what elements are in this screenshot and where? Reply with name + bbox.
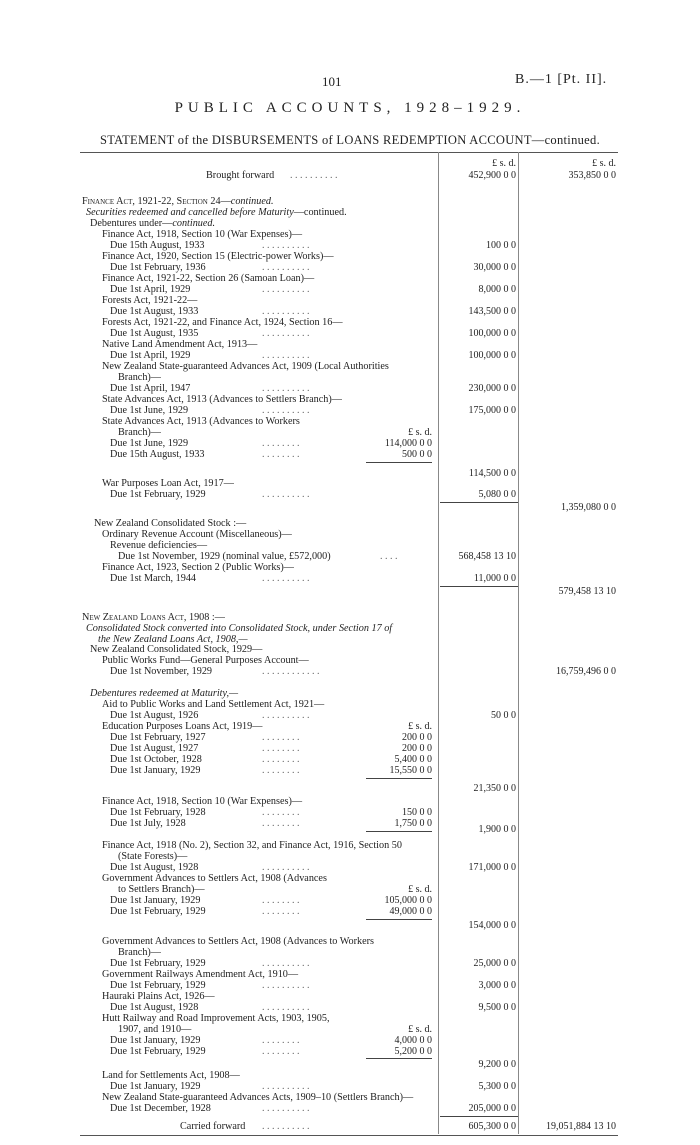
line-item: Hauraki Plains Act, 1926— [102,991,215,1003]
line-item: Public Works Fund—General Purposes Account— [102,655,309,667]
line-item: Due 1st April, 1929 [110,349,191,361]
line-item: Forests Act, 1921-22— [102,294,198,306]
leader-dots: . . . . . . . . . . [262,1002,310,1014]
line-item: Finance Act, 1921-22, Section 26 (Samoan Loan)— [102,272,315,284]
amount: 21,350 0 0 [473,783,516,795]
section-note: Securities redeemed and cancelled before Maturity—continued. [86,206,347,218]
amount: 5,300 0 0 [478,1081,516,1093]
line-item: Branch)— [118,947,161,959]
leader-dots: . . . . . . . . . . [262,404,310,416]
line-item: Native Land Amendment Act, 1913— [102,338,258,350]
amount: 568,458 13 10 [458,550,516,562]
line-item: Due 1st December, 1928 [110,1103,211,1115]
sub-amount: 150 0 0 [402,807,432,819]
line-item: New Zealand Consolidated Stock :— [94,517,247,529]
amount: 171,000 0 0 [468,862,516,874]
page-title: PUBLIC ACCOUNTS, 1928–1929. [174,100,526,116]
amount: 1,900 0 0 [478,824,516,836]
leader-dots: . . . . . . . . . . [262,327,310,339]
leader-dots: . . . . . . . . [262,1035,300,1047]
leader-dots: . . . . . . . . . . [262,239,310,251]
leader-dots: . . . . . . . . . . [262,958,310,970]
subtotal-rule [366,462,432,463]
leader-dots: . . . . [380,550,398,562]
sub-amount: 15,550 0 0 [389,765,432,777]
sub-amount: 4,000 0 0 [394,1035,432,1047]
line-item: New Zealand State-guaranteed Advances Acts, 1909–10 (Settlers Branch)— [102,1092,414,1104]
amount: 175,000 0 0 [468,404,516,416]
line-item: State Advances Act, 1913 (Advances to Workers [102,415,300,427]
leader-dots: . . . . . . . . . . [262,488,310,500]
sub-amount: 114,000 0 0 [384,437,432,449]
line-item: Due 1st January, 1929 [110,1035,201,1047]
line-item: Branch)— [118,371,161,383]
line-item: Due 1st March, 1944 [110,572,197,584]
sub-currency-header: £ s. d. [408,1024,432,1036]
amount: 3,000 0 0 [478,980,516,992]
line-item: Due 1st February, 1929 [110,980,206,992]
subheading: Debentures under—continued. [90,217,216,229]
line-item: Government Railways Amendment Act, 1910— [102,969,299,981]
page-number: 101 [322,74,342,89]
sub-currency-header: £ s. d. [408,721,432,733]
amount: 230,000 0 0 [468,382,516,394]
line-item: Revenue deficiencies— [110,539,208,551]
sub-amount: 200 0 0 [402,732,432,744]
amount: 205,000 0 0 [468,1103,516,1115]
leader-dots: . . . . . . . . [262,1046,300,1058]
line-item: Due 15th August, 1933 [110,239,205,251]
amount: 5,080 0 0 [478,488,516,500]
line-item: Due 1st April, 1947 [110,382,191,394]
line-item: Ordinary Revenue Account (Miscellaneous)— [102,528,292,540]
statement-subtitle: STATEMENT of the DISBURSEMENTS of LOANS REDEMPTION ACCOUNT—continued. [99,133,601,147]
brought-forward-label: Brought forward [206,169,275,181]
subtotal-rule [440,586,518,587]
amount: 114,500 0 0 [468,467,516,479]
line-item: Due 1st February, 1929 [110,958,206,970]
line-item: Due 1st November, 1929 [110,666,213,678]
line-item: War Purposes Loan Act, 1917— [102,477,234,489]
subtotal-rule [366,1058,432,1059]
amount: 100 0 0 [486,239,516,251]
leader-dots: . . . . . . . . . . [262,1103,310,1115]
line-item: Due 1st August, 1928 [110,1002,199,1014]
carried-forward-col2: 19,051,884 13 10 [546,1121,616,1132]
leader-dots: . . . . . . . . . . [262,1121,310,1132]
carried-forward-label: Carried forward [180,1121,246,1132]
leader-dots: . . . . . . . . [262,448,300,460]
leader-dots: . . . . . . . . [262,743,300,755]
leader-dots: . . . . . . . . . . [262,382,310,394]
leader-dots: . . . . . . . . . . [262,1081,310,1093]
amount: 11,000 0 0 [473,572,516,584]
line-item: Due 1st August, 1927 [110,743,199,755]
amount: 8,000 0 0 [478,283,516,295]
line-item: Due 1st January, 1929 [110,1081,201,1093]
line-item: Due 1st August, 1933 [110,305,199,317]
leader-dots: . . . . . . . . [262,732,300,744]
leader-dots: . . . . . . . . [262,818,300,830]
sub-amount: 5,200 0 0 [394,1046,432,1058]
sub-amount: 5,400 0 0 [394,754,432,766]
line-item: Aid to Public Works and Land Settlement Act, 1921— [102,699,325,711]
line-item: Land for Settlements Act, 1908— [102,1070,240,1082]
leader-dots: . . . . . . . . . . [262,862,310,874]
sub-amount: 49,000 0 0 [389,906,432,918]
line-item: Due 1st July, 1928 [110,818,186,830]
line-item: Finance Act, 1918, Section 10 (War Expenses)— [102,796,303,808]
leader-dots: . . . . . . . . [262,906,300,918]
subtotal-rule [440,1116,518,1117]
section-note: Debentures redeemed at Maturity,— [90,688,239,700]
amount: 9,500 0 0 [478,1002,516,1014]
line-item: Due 1st June, 1929 [110,404,189,416]
sub-currency-header: £ s. d. [408,426,432,438]
line-item: Due 1st February, 1929 [110,906,206,918]
column-divider [438,152,439,1134]
line-item: 1907, and 1910— [118,1024,192,1036]
subtotal-rule [440,502,518,503]
column-divider [518,152,519,1134]
sub-currency-header: £ s. d. [408,884,432,896]
leader-dots: . . . . . . . . [262,765,300,777]
amount: 100,000 0 0 [468,327,516,339]
sub-amount: 200 0 0 [402,743,432,755]
section-heading: New Zealand Loans Act, 1908 :— [82,611,225,623]
line-item: Due 1st February, 1927 [110,732,206,744]
line-item: Due 1st February, 1936 [110,261,206,273]
leader-dots: . . . . . . . . . . [262,261,310,273]
sub-amount: 1,750 0 0 [394,818,432,830]
line-item: Due 1st August, 1928 [110,862,199,874]
line-item: Due 1st October, 1928 [110,754,202,766]
subtotal-rule [366,831,432,832]
leader-dots: . . . . . . . . . . [262,305,310,317]
section-note: Consolidated Stock converted into Consolidated Stock, under Section 17 of [86,622,393,634]
line-item: Due 1st February, 1929 [110,1046,206,1058]
amount: 50 0 0 [491,710,516,722]
leader-dots: . . . . . . . . . . [262,349,310,361]
section-total: 16,759,496 0 0 [556,666,616,678]
sub-amount: 105,000 0 0 [384,895,432,907]
line-item: New Zealand Consolidated Stock, 1929— [90,644,263,656]
line-item: Due 1st January, 1929 [110,765,201,777]
leader-dots: . . . . . . . . . . [290,169,338,181]
line-item: Finance Act, 1918, Section 10 (War Expenses)— [102,228,303,240]
leader-dots: . . . . . . . . [262,754,300,766]
carried-forward-col1: 605,300 0 0 [468,1121,516,1132]
col2-currency-header: £ s. d. [592,157,616,169]
line-item: to Settlers Branch)— [118,884,205,896]
leader-dots: . . . . . . . . . . [262,283,310,295]
line-item: Due 1st April, 1929 [110,283,191,295]
col1-currency-header: £ s. d. [492,157,516,169]
line-item: Forests Act, 1921-22, and Finance Act, 1924, Section 16— [102,316,343,328]
document-reference: B.—1 [Pt. II]. [515,72,608,87]
leader-dots: . . . . . . . . . . [262,980,310,992]
line-item: Due 1st August, 1935 [110,327,199,339]
line-item: Finance Act, 1918 (No. 2), Section 32, and Finance Act, 1916, Section 50 [102,840,402,852]
leader-dots: . . . . . . . . [262,437,300,449]
amount: 154,000 0 0 [468,920,516,932]
line-item: Branch)— [118,426,161,438]
line-item: New Zealand State-guaranteed Advances Act, 1909 (Local Authorities [102,360,389,372]
leader-dots: . . . . . . . . . . [262,710,310,722]
line-item: Government Advances to Settlers Act, 1908 (Advances to Workers [102,936,375,948]
subtotal-rule [366,919,432,920]
leader-dots: . . . . . . . . [262,895,300,907]
line-item: Due 1st November, 1929 (nominal value, £572,000) [118,550,331,562]
subtotal-rule [366,778,432,779]
leader-dots: . . . . . . . . . . [262,572,310,584]
amount: 100,000 0 0 [468,349,516,361]
line-item: Due 1st February, 1929 [110,488,206,500]
line-item: (State Forests)— [118,851,188,863]
leader-dots: . . . . . . . . . . . . [262,666,320,678]
amount: 25,000 0 0 [473,958,516,970]
amount: 143,500 0 0 [468,305,516,317]
sub-amount: 500 0 0 [402,448,432,460]
line-item: Due 15th August, 1933 [110,448,205,460]
line-item: Hutt Railway and Road Improvement Acts, 1903, 1905, [102,1013,330,1025]
line-item: Due 1st August, 1926 [110,710,199,722]
brought-forward-col1: 452,900 0 0 [468,169,516,181]
line-item: Due 1st January, 1929 [110,895,201,907]
line-item: Due 1st June, 1929 [110,437,189,449]
section-total: 579,458 13 10 [558,585,616,597]
line-item: Government Advances to Settlers Act, 1908 (Advances [102,873,327,885]
amount: 9,200 0 0 [478,1059,516,1071]
section-note: the New Zealand Loans Act, 1908,— [98,633,248,645]
amount: 30,000 0 0 [473,261,516,273]
line-item: Finance Act, 1923, Section 2 (Public Works)— [102,561,294,573]
brought-forward-col2: 353,850 0 0 [568,169,616,181]
line-item: Due 1st February, 1928 [110,807,206,819]
section-heading: Finance Act, 1921-22, Section 24—continued. [82,195,274,207]
section-total: 1,359,080 0 0 [561,501,616,513]
line-item: Finance Act, 1920, Section 15 (Electric-power Works)— [102,250,334,262]
line-item: Education Purposes Loans Act, 1919— [102,721,263,733]
line-item: State Advances Act, 1913 (Advances to Settlers Branch)— [102,393,342,405]
leader-dots: . . . . . . . . [262,807,300,819]
